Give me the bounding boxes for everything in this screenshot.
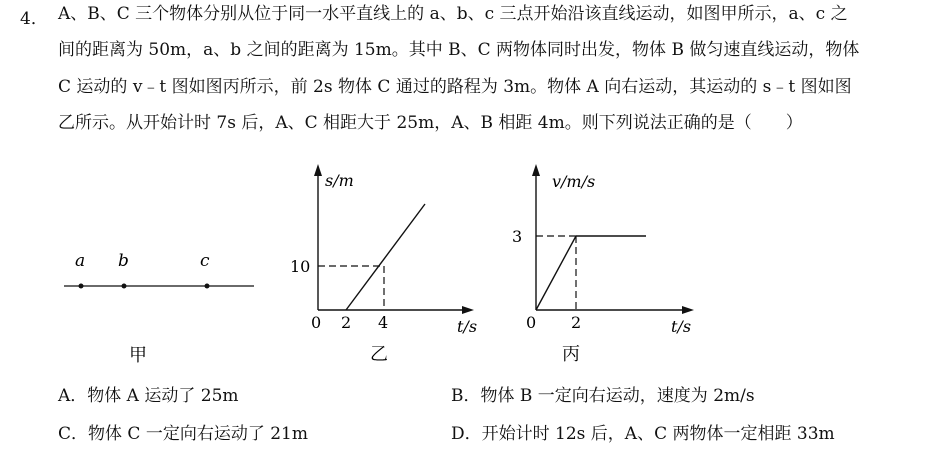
question-line-1: A、B、C 三个物体分别从位于同一水平直线上的 a、b、c 三点开始沿该直线运动，如图甲所示，a、c 之 [58,4,848,24]
option-c: C．物体 C 一定向右运动了 21m [58,424,308,444]
question-line-3: C 运动的 v﹣t 图如图丙所示，前 2s 物体 C 通过的路程为 3m。物体 A 向右运动，其运动的 s﹣t 图如图 [58,77,852,97]
figure-jia [64,251,254,366]
yi-y-tick-10: 10 [290,257,311,276]
yi-y-axis-label: s/m [325,171,354,190]
yi-x-tick-4: 4 [378,313,389,332]
question-line-4: 乙所示。从开始计时 7s 后，A、C 相距大于 25m，A、B 相距 4m。则下列说法正确的是（ ） [58,113,803,133]
bing-y-tick-3: 3 [512,227,523,246]
jia-point-b [122,284,127,289]
option-b: B．物体 B 一定向右运动，速度为 2m/s [451,386,755,406]
bing-y-arrow-icon [532,164,540,176]
bing-x-axis-label: t/s [671,317,692,336]
bing-y-axis-label: v/m/s [552,172,596,191]
yi-x-axis-label: t/s [457,317,478,336]
jia-point-a [79,284,84,289]
jia-label-a: a [75,251,86,271]
jia-caption: 甲 [129,345,147,366]
yi-graph-line [346,204,425,310]
question-line-2: 间的距离为 50m，a、b 之间的距离为 15m。其中 B、C 两物体同时出发，物体 B 做匀速直线运动，物体 [58,40,860,60]
yi-origin-label: 0 [311,313,322,332]
figure-bing [512,164,694,365]
bing-origin-label: 0 [526,313,537,332]
yi-y-arrow-icon [314,164,322,176]
yi-x-arrow-icon [462,306,474,314]
yi-caption: 乙 [370,344,388,365]
jia-label-c: c [200,251,210,271]
option-d: D．开始计时 12s 后，A、C 两物体一定相距 33m [451,424,835,444]
jia-label-b: b [118,251,129,271]
bing-x-tick-2: 2 [571,313,582,332]
yi-x-tick-2: 2 [341,313,352,332]
question-number: 4． [20,9,48,29]
figure-yi [290,164,477,365]
bing-accel-line [536,236,576,310]
bing-caption: 丙 [562,344,580,365]
bing-x-arrow-icon [682,306,694,314]
jia-point-c [205,284,210,289]
option-a: A．物体 A 运动了 25m [58,386,239,406]
